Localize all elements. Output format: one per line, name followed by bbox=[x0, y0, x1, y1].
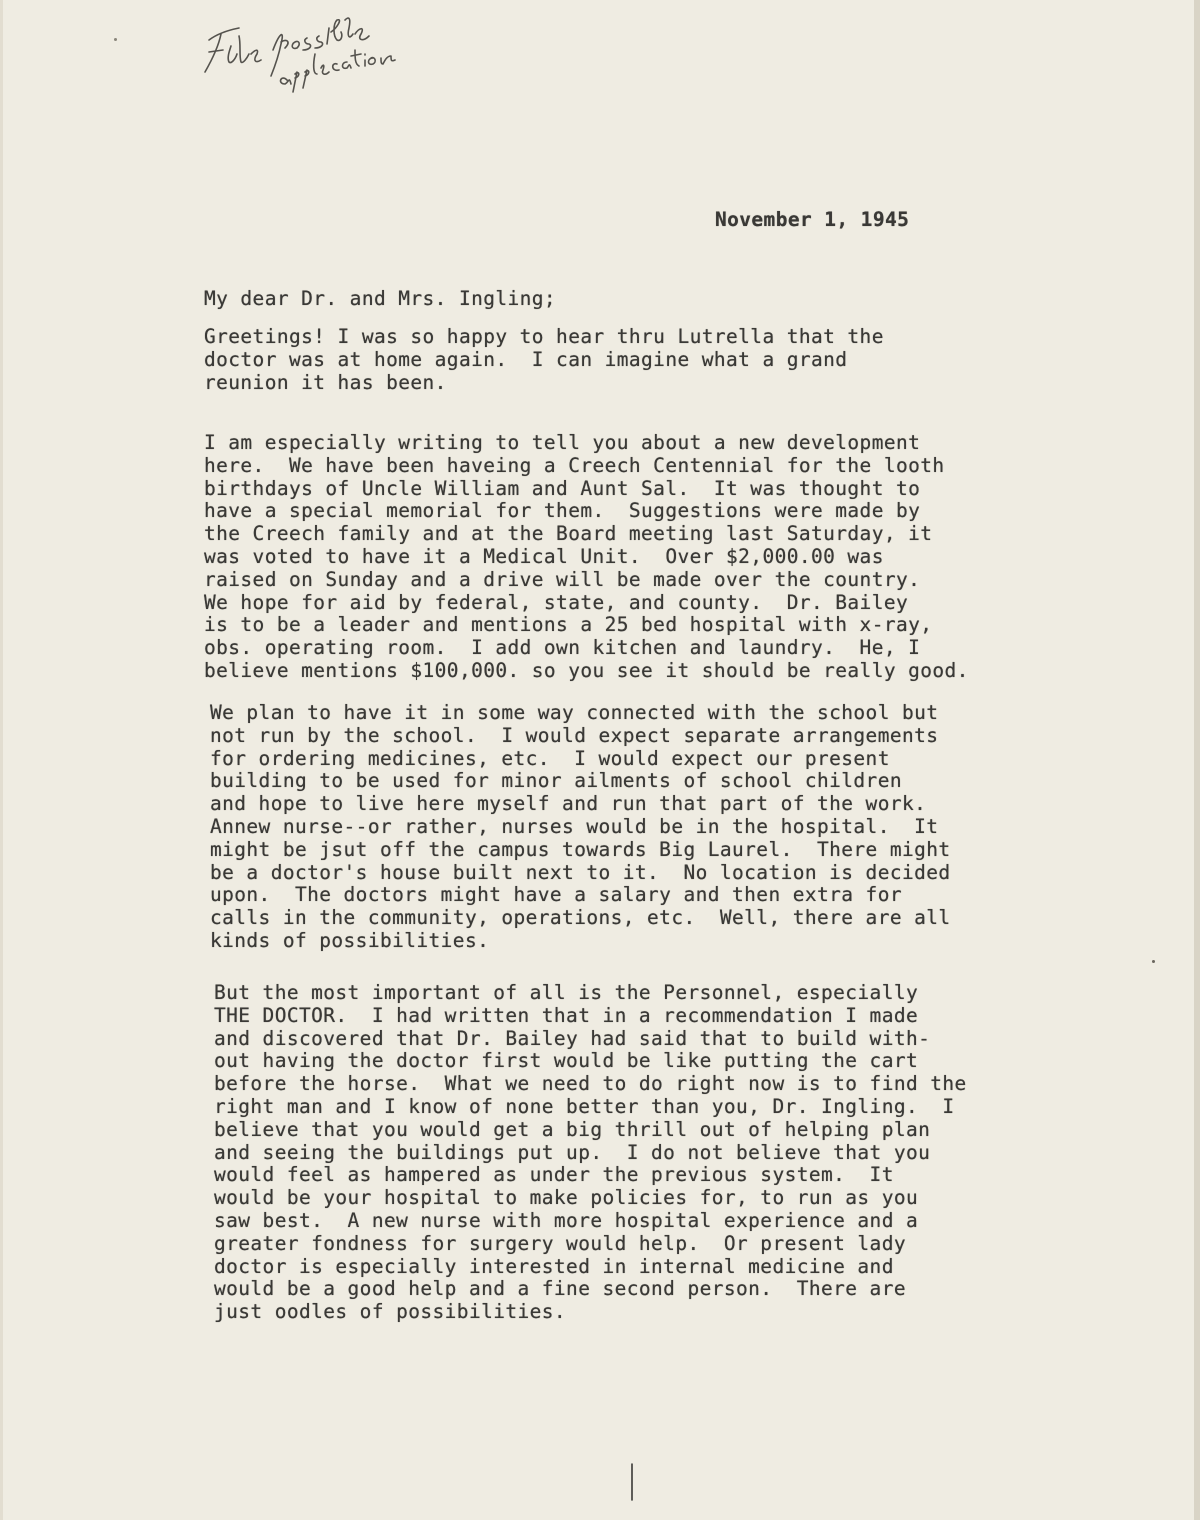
text-line: Greetings! I was so happy to hear thru Lutrella that the bbox=[204, 325, 884, 348]
text-line: not run by the school. I would expect separate arrangements bbox=[210, 723, 939, 747]
paragraph-personnel bbox=[214, 982, 1134, 1324]
text-line: would feel as hampered as under the previous system. It bbox=[214, 1163, 894, 1187]
text-line: right man and I know of none better than you, Dr. Ingling. I bbox=[214, 1094, 955, 1118]
text-line: is to be a leader and mentions a 25 bed hospital with x-ray, bbox=[204, 613, 933, 637]
paragraph-greeting bbox=[204, 326, 1124, 394]
paper-left-edge bbox=[0, 0, 3, 1520]
text-line: upon. The doctors might have a salary and then extra for bbox=[210, 883, 902, 907]
letter-date: November 1, 1945 bbox=[715, 208, 910, 231]
text-line: was voted to have it a Medical Unit. Over $2,000.00 was bbox=[204, 544, 884, 568]
text-line: building to be used for minor ailments of school children bbox=[210, 769, 902, 793]
text-line: would be a good help and a fine second person. There are bbox=[214, 1277, 906, 1301]
text-line: here. We have been haveing a Creech Centennial for the looth bbox=[204, 453, 945, 477]
text-line: would be your hospital to make policies for, to run as you bbox=[214, 1186, 919, 1210]
text-line: THE DOCTOR. I had written that in a recommendation I made bbox=[214, 1003, 919, 1027]
text-line: out having the doctor first would be like putting the cart bbox=[214, 1049, 919, 1073]
text-line: We plan to have it in some way connected with the school but bbox=[210, 701, 939, 724]
text-line: and hope to live here myself and run that part of the work. bbox=[210, 792, 927, 816]
paragraph-plans bbox=[210, 702, 1130, 953]
salutation: My dear Dr. and Mrs. Ingling; bbox=[204, 287, 557, 310]
text-line: for ordering medicines, etc. I would expect our present bbox=[210, 746, 890, 770]
text-line: obs. operating room. I add own kitchen and laundry. He, I bbox=[204, 636, 921, 660]
text-line: I am especially writing to tell you about a new development bbox=[204, 431, 921, 454]
text-line: kinds of possibilities. bbox=[210, 928, 490, 952]
text-line: We hope for aid by federal, state, and county. Dr. Bailey bbox=[204, 590, 909, 614]
text-line: have a special memorial for them. Suggestions were made by bbox=[204, 499, 921, 523]
text-line: believe mentions $100,000. so you see it should be really good. bbox=[204, 658, 969, 682]
text-line: birthdays of Uncle William and Aunt Sal. It was thought to bbox=[204, 476, 921, 500]
text-line: and seeing the buildings put up. I do not believe that you bbox=[214, 1140, 931, 1164]
text-line: be a doctor's house built next to it. No location is decided bbox=[210, 860, 951, 884]
text-line: doctor is especially interested in internal medicine and bbox=[214, 1254, 894, 1278]
text-line: saw best. A new nurse with more hospital experience and a bbox=[214, 1208, 919, 1232]
text-line: reunion it has been. bbox=[204, 370, 447, 394]
text-line: the Creech family and at the Board meeting last Saturday, it bbox=[204, 522, 933, 546]
text-line: doctor was at home again. I can imagine what a grand bbox=[204, 347, 848, 371]
paper-right-edge bbox=[1194, 0, 1200, 1520]
handwritten-note bbox=[195, 14, 435, 94]
text-line: calls in the community, operations, etc. Well, there are all bbox=[210, 906, 951, 930]
text-line: might be jsut off the campus towards Big Laurel. There might bbox=[210, 837, 951, 861]
text-line: before the horse. What we need to do right now is to find the bbox=[214, 1072, 967, 1096]
text-line: just oodles of possibilities. bbox=[214, 1300, 567, 1324]
text-line: greater fondness for surgery would help. Or present lady bbox=[214, 1231, 906, 1255]
paragraph-development bbox=[204, 432, 1124, 683]
text-line: and discovered that Dr. Bailey had said that to build with- bbox=[214, 1026, 931, 1050]
text-line: raised on Sunday and a drive will be made over the country. bbox=[204, 567, 921, 591]
text-line: Annew nurse--or rather, nurses would be in the hospital. It bbox=[210, 814, 939, 838]
pencil-mark bbox=[629, 1462, 635, 1502]
text-line: But the most important of all is the Personnel, especially bbox=[214, 981, 919, 1004]
paper-speck bbox=[1152, 960, 1155, 963]
paper-speck bbox=[114, 38, 117, 41]
text-line: believe that you would get a big thrill out of helping plan bbox=[214, 1117, 931, 1141]
